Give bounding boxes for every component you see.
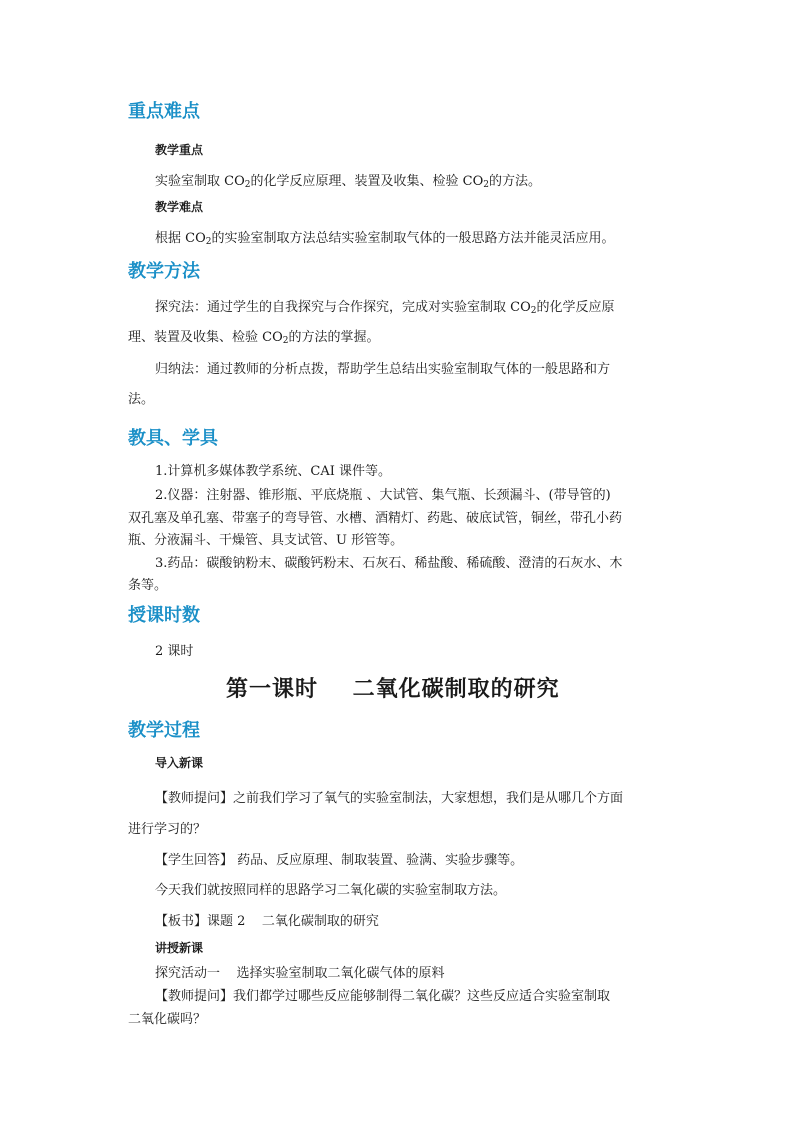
heading-teaching-tools: 教具、学具 — [128, 428, 218, 449]
method-inquiry-line1 — [155, 296, 615, 315]
tools-item-1: 1.计算机多媒体教学系统、CAI 课件等。 — [155, 464, 392, 479]
difficulty-text-post: 的实验室制取方法总结实验室制取气体的一般思路方法并能灵活应用。 — [211, 231, 615, 246]
method-inquiry-line2-post: 的方法的掌握。 — [288, 330, 380, 345]
tools-item-2-line3: 瓶、分液漏斗、干燥管、具支试管、U 形管等。 — [128, 533, 404, 548]
tools-item-3-line1: 3.药品：碳酸钠粉末、碳酸钙粉末、石灰石、稀盐酸、稀硫酸、澄清的石灰水、木 — [155, 556, 623, 571]
method-inquiry-line2-pre: 理、装置及收集、检验 CO — [128, 330, 283, 345]
method-inquiry-line2 — [128, 326, 380, 345]
label-new-lesson: 讲授新课 — [155, 941, 204, 955]
teacher-question-2-line1: 【教师提问】我们都学过哪些反应能够制得二氧化碳？这些反应适合实验室制取 — [155, 989, 611, 1004]
focus-text-post: 的方法。 — [488, 174, 541, 189]
method-induction-line2: 法。 — [128, 392, 155, 407]
heading-teaching-methods: 教学方法 — [128, 261, 200, 282]
tools-item-3-line2: 条等。 — [128, 578, 168, 593]
method-inquiry-post: 的化学反应原 — [536, 300, 615, 315]
subscript-2: 2 — [205, 237, 212, 247]
lesson-title: 第一课时 二氧化碳制取的研究 — [226, 676, 560, 702]
board-text: 【板书】课题 2 二氧化碳制取的研究 — [155, 914, 379, 929]
focus-text — [155, 170, 541, 189]
label-teaching-focus: 教学重点 — [155, 143, 204, 157]
method-induction-line1: 归纳法：通过教师的分析点拨，帮助学生总结出实验室制取气体的一般思路和方 — [155, 362, 611, 377]
subscript-2: 2 — [530, 306, 537, 316]
subscript-2: 2 — [483, 180, 489, 190]
difficulty-text — [155, 227, 615, 246]
label-intro: 导入新课 — [155, 756, 204, 770]
teacher-question-2-line2: 二氧化碳吗？ — [128, 1012, 207, 1027]
heading-key-points: 重点难点 — [128, 101, 200, 122]
today-text: 今天我们就按照同样的思路学习二氧化碳的实验室制取方法。 — [155, 883, 507, 898]
subscript-2: 2 — [244, 180, 251, 190]
heading-teaching-process: 教学过程 — [128, 720, 200, 741]
label-teaching-difficulty: 教学难点 — [155, 200, 204, 214]
method-inquiry-pre: 探究法：通过学生的自我探究与合作探究，完成对实验室制取 CO — [155, 300, 531, 315]
tools-item-2-line1: 2.仪器：注射器、锥形瓶、平底烧瓶 、大试管、集气瓶、长颈漏斗、(带导管的) — [155, 488, 611, 503]
focus-text-pre: 实验室制取 CO — [155, 174, 245, 189]
difficulty-text-pre: 根据 CO — [155, 231, 206, 246]
tools-item-2-line2: 双孔塞及单孔塞、带塞子的弯导管、水槽、酒精灯、药匙、破底试管，铜丝，带孔小药 — [128, 511, 623, 526]
activity-1: 探究活动一 选择实验室制取二氧化碳气体的原料 — [155, 966, 445, 981]
class-hours-text: 2 课时 — [155, 644, 194, 659]
teacher-question-1-line1: 【教师提问】之前我们学习了氧气的实验室制法，大家想想，我们是从哪几个方面 — [155, 791, 624, 806]
heading-class-hours: 授课时数 — [128, 605, 200, 626]
subscript-2: 2 — [282, 336, 289, 346]
student-answer-1: 【学生回答】 药品、反应原理、制取装置、验满、实验步骤等。 — [155, 853, 524, 868]
focus-text-mid: 的化学反应原理、装置及收集、检验 CO — [250, 174, 484, 189]
teacher-question-1-line2: 进行学习的？ — [128, 822, 207, 837]
